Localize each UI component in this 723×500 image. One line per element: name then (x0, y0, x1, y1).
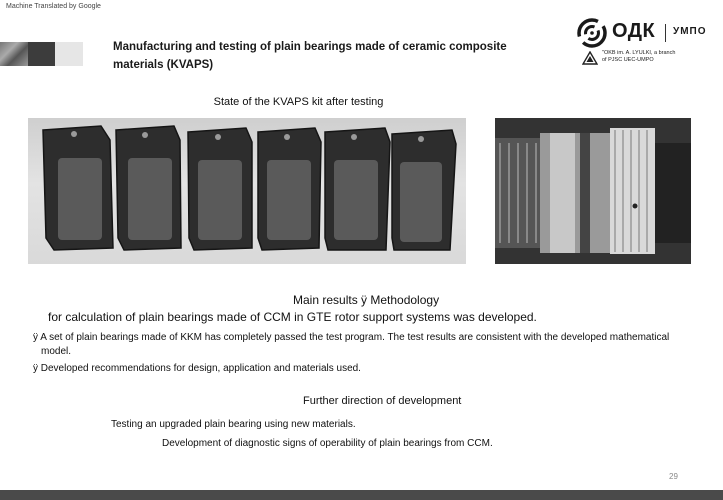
logo-sub-text: УМПО (673, 26, 707, 37)
branch-text (602, 50, 675, 64)
odk-spiral-icon (577, 18, 609, 48)
rotor-assembly-photo (495, 118, 691, 264)
further-item-2: Development of diagnostic signs of operability of plain bearings from CCM. (162, 438, 493, 449)
result-bullet-1-continuation: model. (41, 346, 72, 357)
okb-triangle-icon (582, 51, 598, 65)
logo-brand-text: ОДК (612, 20, 656, 42)
branch-line-2: of PJSC UEC-UMPO (602, 57, 654, 63)
bearing-pads-photo (28, 118, 466, 264)
company-logo (577, 18, 717, 70)
corner-dark-strip (28, 42, 55, 66)
further-heading: Further direction of development (303, 395, 462, 407)
footer-bar (0, 490, 723, 500)
photos-caption: State of the KVAPS kit after testing (213, 96, 384, 108)
logo-divider (665, 24, 666, 42)
further-item-1: Testing an upgraded plain bearing using new materials. (111, 419, 356, 430)
corner-photo-strip (0, 42, 28, 66)
result-bullet-1 (33, 331, 693, 359)
rotor-assembly-illustration (495, 118, 691, 264)
results-methodology-line: for calculation of plain bearings made of CCM in GTE rotor support systems was developed. (48, 310, 537, 324)
slide-title: Manufacturing and testing of plain bearings made of ceramic composite materials (KVAPS) (113, 41, 507, 71)
corner-decoration (0, 42, 83, 66)
results-heading: Main results ÿ Methodology (293, 293, 440, 307)
result-bullet-1-text: ÿ A set of plain bearings made of KKM has completely passed the test program. The test results are consistent with the developed mathematical (33, 332, 670, 343)
branch-line-1: "OKB im. A. LYULKI, a branch (602, 50, 676, 56)
result-bullet-2: ÿ Developed recommendations for design, application and materials used. (33, 363, 361, 374)
machine-translated-label: Machine Translated by Google (6, 3, 101, 10)
bearing-pads-illustration (28, 118, 466, 264)
page-number: 29 (669, 472, 678, 481)
corner-light-strip (55, 42, 83, 66)
